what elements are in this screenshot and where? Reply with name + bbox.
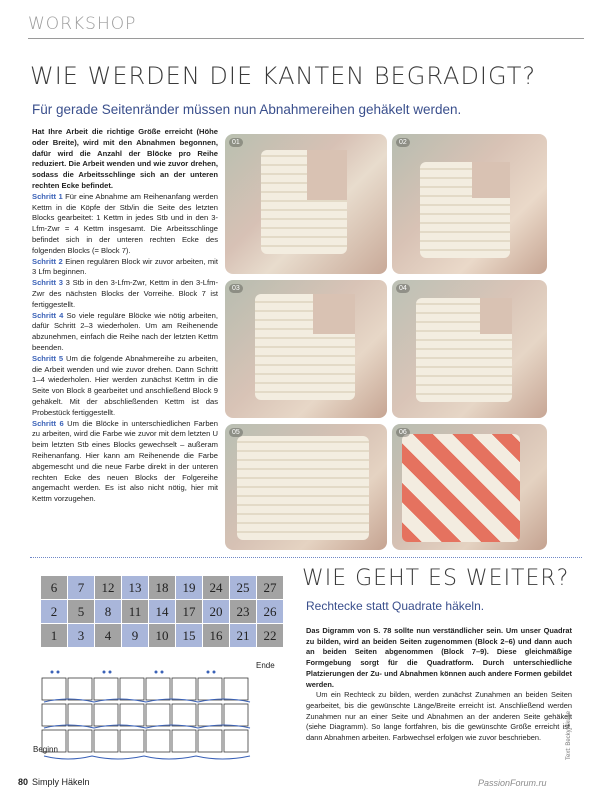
crochet-photo-01 (225, 134, 387, 274)
chart-row (42, 730, 248, 752)
grid-cell: 17 (176, 600, 203, 624)
body-paragraph: Um ein Rechteck zu bilden, werden zunächst Zunahmen an beiden Seiten gearbeitet, bis die gewünschte Länge/Breite erreicht ist. Anschließend werden Zunahmen nur an einer Seite und Abnahmen an der anderen Seite gehäkelt (siehe Diagramm). So lange fortfahren, bis die gewünschte Größe erreicht ist, dann Abnahmen arbeiten. Farbwechsel erfolgen wie zuvor beschrieben. (306, 690, 572, 743)
grid-cell: 4 (95, 624, 122, 648)
grid-cell: 2 (41, 600, 68, 624)
step-text: Einen regulären Block wir zuvor arbeiten, mit 3 Lfm beginnen. (32, 256, 218, 277)
step-label: Schritt 5 (32, 353, 64, 363)
section-label: WORKSHOP (28, 14, 137, 34)
photo-number: 06 (396, 428, 410, 437)
grid-cell: 22 (257, 624, 284, 648)
grid-cell: 5 (68, 600, 95, 624)
crochet-photo-06 (392, 424, 547, 550)
step-label: Schritt 4 (32, 310, 64, 320)
photo-number: 05 (229, 428, 243, 437)
step-paragraph (32, 257, 218, 279)
step-paragraph (32, 278, 218, 310)
chart-end-label: Ende (256, 661, 275, 670)
grid-cell: 7 (68, 576, 95, 600)
page-number: 80 (18, 777, 29, 787)
instructions-text (32, 127, 218, 505)
grid-cell: 3 (68, 624, 95, 648)
photo-number: 03 (229, 284, 243, 293)
crochet-photo-05 (225, 424, 387, 550)
grid-row (41, 624, 284, 648)
section-title: WIE GEHT ES WEITER? (302, 566, 570, 591)
grid-cell: 24 (203, 576, 230, 600)
intro-paragraph: Hat Ihre Arbeit die richtige Größe erreicht (Höhe oder Breite), wird mit den Abnahmen begonnen, dafür wird die Anzahl der Blöcke pro Reihe reduziert. Die Arbeit wenden und wie zuvor drehen, sodass die Arbeitsschlinge sich an der unteren rechten Ecke befindet. (32, 127, 218, 190)
chain-arrows (44, 699, 250, 759)
section-subtitle: Rechtecke statt Quadrate häkeln. (306, 599, 485, 613)
crochet-photo-03 (225, 280, 387, 418)
block-grid (40, 575, 284, 648)
stitch-dots (51, 671, 216, 674)
grid-cell: 21 (230, 624, 257, 648)
grid-row (41, 600, 284, 624)
magazine-name: Simply Häkeln (32, 777, 90, 787)
chart-row (42, 678, 248, 700)
section-text (306, 626, 572, 744)
grid-cell: 19 (176, 576, 203, 600)
photo-number: 01 (229, 138, 243, 147)
header-rule (28, 38, 584, 39)
grid-cell: 6 (41, 576, 68, 600)
grid-cell: 15 (176, 624, 203, 648)
intro-paragraph: Das Digramm von S. 78 sollte nun verständlicher sein. Um unser Quadrat zu bilden, wird an beiden Seiten zugenommen (Block 2–6) und dann auch an beiden Seiten abgenommen (Block 7–9). Diese gleichmäßige Formgebung sorgt für die Quadratform. Durch unterschiedliche Platzierungen der Zu- und Abnahmen können auch andere Formen gebildet werden. (306, 626, 572, 689)
grid-cell: 25 (230, 576, 257, 600)
step-text: So viele reguläre Blöcke wie nötig arbeiten, dafür Schritt 2–3 wiederholen. Um am Reihenende abzunehmen, einfach die Reihe nach der letzten Kettm beenden. (32, 310, 218, 352)
grid-row (41, 576, 284, 600)
grid-cell: 11 (122, 600, 149, 624)
crochet-chart (38, 660, 278, 764)
author-credit: Text: Becky Skuse (566, 710, 572, 760)
grid-cell: 8 (95, 600, 122, 624)
grid-cell: 13 (122, 576, 149, 600)
step-paragraph (32, 311, 218, 354)
step-label: Schritt 6 (32, 418, 64, 428)
grid-cell: 20 (203, 600, 230, 624)
step-label: Schritt 3 (32, 278, 63, 288)
step-label: Schritt 2 (32, 256, 63, 266)
grid-cell: 23 (230, 600, 257, 624)
step-label: Schritt 1 (32, 191, 63, 201)
step-text: Für eine Abnahme am Reihenanfang werden Kettm in die Köpfe der Stb/in die Seite des letzten Blocks gearbeitet: 1 Kettm in jedes Stb und in den 3-Lfm-Zwr = 4 Kettm insgesamt. Die Arbeitsschlinge befindet sich in der unteren rechten Ecke des folgenden Blocks (= Block 7). (32, 191, 218, 255)
step-text: 3 Stb in den 3-Lfm-Zwr, Kettm in den 3-Lfm-Zwr des nächsten Blocks der Vorreihe. Block 7 ist fertiggestellt. (32, 278, 218, 309)
grid-cell: 9 (122, 624, 149, 648)
photo-number: 04 (396, 284, 410, 293)
grid-cell: 26 (257, 600, 284, 624)
grid-cell: 14 (149, 600, 176, 624)
step-paragraph (32, 419, 218, 505)
article-title: WIE WERDEN DIE KANTEN BEGRADIGT? (30, 62, 537, 90)
chart-begin-label: Beginn (33, 745, 58, 754)
crochet-photo-02 (392, 134, 547, 274)
grid-cell: 1 (41, 624, 68, 648)
grid-cell: 27 (257, 576, 284, 600)
grid-cell: 12 (95, 576, 122, 600)
grid-cell: 18 (149, 576, 176, 600)
grid-cell: 10 (149, 624, 176, 648)
chart-row (42, 704, 248, 726)
step-paragraph (32, 192, 218, 257)
watermark: PassionForum.ru (478, 778, 547, 788)
step-text: Um die folgende Abnahmereihe zu arbeiten, die Arbeit wenden und wie zuvor drehen. Dann Schritt 1–4 wiederholen. Hier werden zunächst Kettm in die Seite von Block 8 gearbeitet und anschließend Block 9 gehäkelt. Mit der abschließenden Kettm ist das Probestück fertiggestellt. (32, 353, 218, 417)
crochet-photo-04 (392, 280, 547, 418)
step-paragraph (32, 354, 218, 419)
article-subtitle: Für gerade Seitenränder müssen nun Abnahmereihen gehäkelt werden. (32, 102, 462, 117)
grid-cell: 16 (203, 624, 230, 648)
step-text: Um die Blöcke in unterschiedlichen Farben zu arbeiten, wird die Farbe wie zuvor mit dem letzten U beim letzten Stb eines Blocks gewechselt – außeram Reihenanfang. Hier kann am Reihenende die Farbe abgemescht und die neue Farbe direkt in der unteren rechten Ecke des neuen Blocks der Folgereihe angemacht werden. Es ist also nicht nötig, hier mit Kettm vorzugehen. (32, 418, 218, 504)
photo-number: 02 (396, 138, 410, 147)
section-divider (30, 557, 582, 558)
